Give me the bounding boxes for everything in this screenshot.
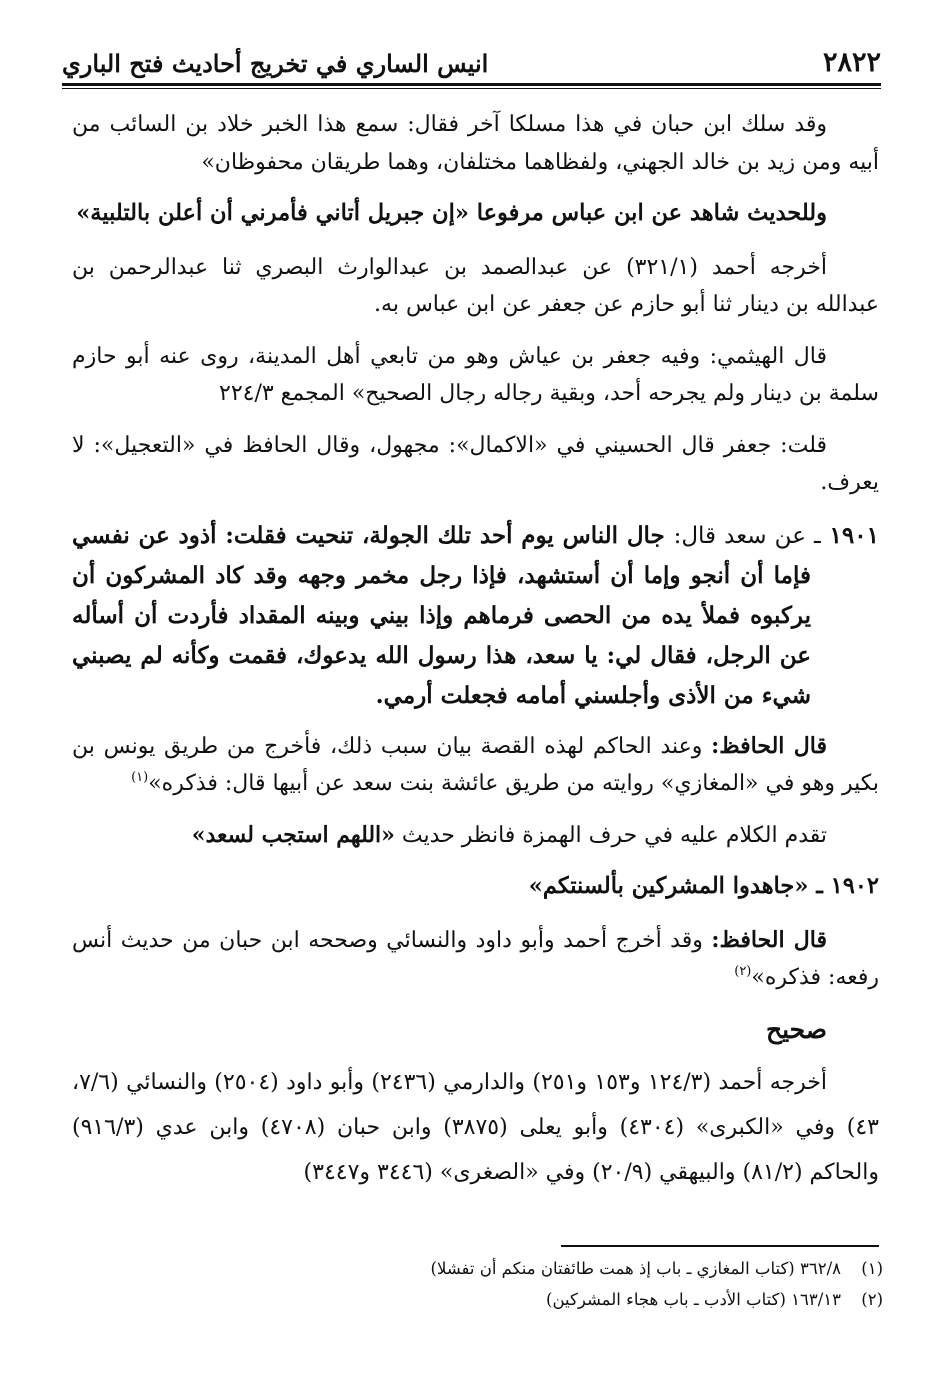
footnote-separator [561,1245,879,1247]
footnote-number: (١) [861,1259,883,1278]
hafiz-text: وقد أخرج أحمد وأبو داود والنسائي وصححه ابن حبان من حديث أنس رفعه: فذكره» [72,927,879,990]
hadith-lead: ـ عن سعد قال: [673,522,821,549]
book-title: انيس الساري في تخريج أحاديث فتح الباري [62,49,489,78]
paragraph-haythami: قال الهيثمي: وفيه جعفر بن عياش وهو من تابعي أهل المدينة، روى عنه أبو حازم سلمة بن دينار ولم يجرحه أحد، وبقية رجاله رجال الصحيح» المجمع ٢٢٤/٣ [72,343,879,406]
footnote-item [72,1284,883,1315]
hadith-grade: صحيح [765,1014,827,1044]
paragraph-cross-reference [72,817,879,855]
header-rule-thin [62,88,881,89]
hadith-1902 [72,868,879,906]
hadith-text: ـ «جاهدوا المشركين بألسنتكم» [528,873,823,899]
paragraph-hafiz-2 [72,922,879,997]
main-text [72,106,879,1195]
footnote-item [72,1253,883,1284]
footnotes [72,1253,883,1315]
footnote-text: ٣٦٢/٨ (كتاب المغازي ـ باب إذ همت طائفتان منكم أن تفشلا) [430,1259,841,1278]
footnote-ref[interactable]: (٢) [734,964,752,979]
hadith-1901 [72,516,879,716]
paragraph-takhrij-ahmad: أخرجه أحمد (٣٢١/١) عن عبدالصمد بن عبدالوارث البصري ثنا عبدالرحمن بن عبدالله بن دينار ثنا أبو حازم عن جعفر عن ابن عباس به. [72,254,879,317]
paragraph-witness-hadith: وللحديث شاهد عن ابن عباس مرفوعا «إن جبريل أتاني فأمرني أن أعلن بالتلبية» [76,200,827,226]
footnote-text: ١٦٣/١٣ (كتاب الأدب ـ باب هجاء المشركين) [546,1290,841,1309]
hafiz-label: قال الحافظ: [711,926,827,953]
paragraph-ibn-hibban: وقد سلك ابن حبان في هذا مسلكا آخر فقال: سمع هذا الخبر خلاد بن السائب من أبيه ومن زيد بن خالد الجهني، ولفظاهما مختلفان، وهما طريقان محفوظان» [72,112,879,175]
paragraph-hafiz-1 [72,728,879,803]
cross-reference-text: تقدم الكلام عليه في حرف الهمزة فانظر حديث [401,822,827,848]
hadith-number: ١٩٠٢ [830,873,879,899]
running-header [62,34,881,78]
hafiz-text: وعند الحاكم لهذه القصة بيان سبب ذلك، فأخرج من طريق يونس بن بكير وهو في «المغازي» روايته من طريق عائشة بنت سعد عن أبيها قال: فذكره» [72,733,879,796]
paragraph-takhrij: أخرجه أحمد (١٢٤/٣ و١٥٣ و٢٥١) والدارمي (٢٤٣٦) وأبو داود (٢٥٠٤) والنسائي (٧/٦، ٤٣) وفي «الكبرى» (٤٣٠٤) وأبو يعلى (٣٨٧٥) وابن حبان (٤٧٠٨) وابن عدي (٩١٦/٣) والحاكم (٨١/٢) والبيهقي (٢٠/٩) وفي «الصغرى» (٣٤٤٦ و٣٤٤٧) [72,1070,879,1185]
hafiz-label: قال الحافظ: [711,732,828,759]
paragraph-qultu: قلت: جعفر قال الحسيني في «الاكمال»: مجهول، وقال الحافظ في «التعجيل»: لا يعرف. [72,432,879,495]
hadith-number: ١٩٠١ [829,521,879,549]
footnote-number: (٢) [861,1290,883,1309]
cross-reference-hadith: «اللهم استجب لسعد» [191,821,395,848]
hadith-text: جال الناس يوم أحد تلك الجولة، تنحيت فقلت: أذود عن نفسي فإما أن أنجو وإما أن أستشهد، فإذا رجل مخمر وجهه وقد كاد المشركون أن يركبوه فملأ يده من الحصى فرماهم وإذا بيني وبينه المقداد فأردت أن أسأله عن الرجل، فقال لي: يا سعد، هذا رسول الله يدعوك، فقمت وكأنه لم يصبني شيء من الأذى وأجلسني أمامه فجعلت أرمي. [72,521,811,709]
header-rule [62,83,881,86]
footnote-ref[interactable]: (١) [131,770,149,785]
page-number: ٢٨٢٢ [822,47,881,78]
